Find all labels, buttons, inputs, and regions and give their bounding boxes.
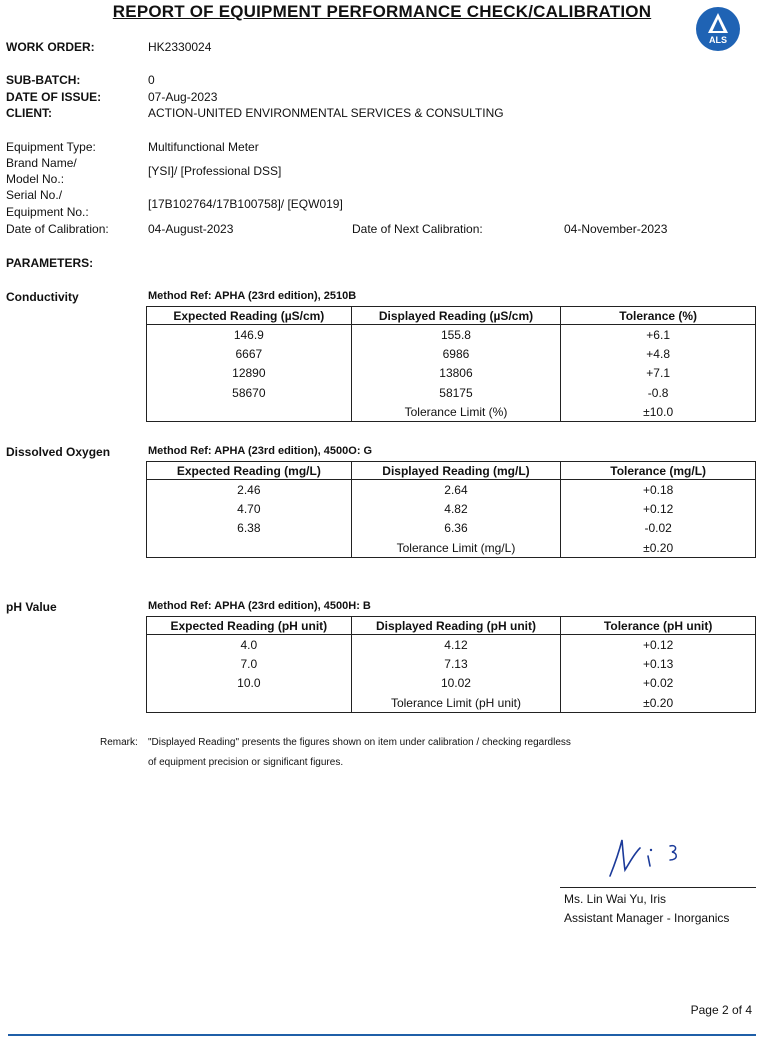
calibration-date-value: 04-August-2023: [148, 222, 234, 236]
logo-text: ALS: [709, 35, 727, 45]
conductivity-header-tolerance: Tolerance (%): [561, 307, 756, 325]
tolerance-limit-value: ±0.20: [561, 538, 756, 558]
signature-icon: [600, 826, 700, 882]
expected-cell: 2.46: [237, 482, 261, 497]
do-header-expected: Expected Reading (mg/L): [147, 462, 352, 480]
displayed-cell: 6986: [351, 344, 561, 363]
date-of-issue-label: DATE OF ISSUE:: [6, 90, 102, 104]
table-row: [147, 674, 756, 693]
displayed-cell: 155.8: [351, 325, 561, 345]
signature-line: [560, 887, 756, 888]
remark-label: Remark:: [100, 737, 138, 748]
displayed-cell: 4.82: [351, 499, 561, 518]
sub-batch-value: 0: [148, 73, 155, 87]
ph-header-tolerance: Tolerance (pH unit): [561, 617, 756, 635]
displayed-cell: 6.36: [351, 519, 561, 538]
equipment-type-value: Multifunctional Meter: [148, 140, 259, 154]
work-order-value: HK2330024: [148, 40, 212, 54]
brand-label-line2: Model No.:: [6, 172, 65, 186]
empty-cell: [147, 402, 352, 422]
table-row: [147, 364, 756, 383]
table-row: [147, 519, 756, 538]
expected-cell: 6.38: [237, 521, 261, 536]
tolerance-cell: +0.13: [561, 654, 756, 673]
serial-value: [17B102764/17B100758]/ [EQW019]: [148, 197, 343, 211]
als-logo-icon: [695, 6, 741, 52]
conductivity-table: [146, 306, 756, 422]
table-row: [147, 344, 756, 363]
expected-cell: 58670: [232, 385, 266, 400]
report-title: REPORT OF EQUIPMENT PERFORMANCE CHECK/CALIBRATION: [112, 2, 652, 21]
tolerance-limit-value: ±10.0: [561, 402, 756, 422]
displayed-cell: 58175: [351, 383, 561, 402]
remark-line-1: "Displayed Reading" presents the figures shown on item under calibration / checking regardless: [148, 737, 571, 748]
dissolved-oxygen-table: [146, 461, 756, 558]
work-order-label: WORK ORDER:: [6, 40, 95, 54]
displayed-cell: 10.02: [351, 674, 561, 693]
displayed-cell: 4.12: [351, 635, 561, 655]
next-calibration-label: Date of Next Calibration:: [352, 222, 483, 236]
page-number: Page 2 of 4: [690, 1003, 752, 1017]
conductivity-method: Method Ref: APHA (23rd edition), 2510B: [148, 290, 357, 302]
conductivity-heading: Conductivity: [6, 290, 79, 304]
tolerance-limit-label: Tolerance Limit (pH unit): [351, 693, 561, 713]
handwritten-signature: [600, 826, 700, 882]
serial-label-line1: Serial No./: [6, 188, 63, 202]
tolerance-cell: +4.8: [561, 344, 756, 363]
expected-cell: 146.9: [233, 327, 264, 342]
ph-heading: pH Value: [6, 600, 57, 614]
footer-rule: [8, 1034, 756, 1036]
tolerance-limit-label: Tolerance Limit (%): [351, 402, 561, 422]
displayed-cell: 7.13: [351, 654, 561, 673]
signatory-role: Assistant Manager - Inorganics: [564, 911, 730, 925]
ph-method: Method Ref: APHA (23rd edition), 4500H: B: [148, 600, 371, 612]
conductivity-header-expected: Expected Reading (µS/cm): [147, 307, 352, 325]
tolerance-cell: +7.1: [561, 364, 756, 383]
brand-label-line1: Brand Name/: [6, 156, 77, 170]
tolerance-cell: -0.02: [561, 519, 756, 538]
brand-model-value: [YSI]/ [Professional DSS]: [148, 164, 282, 178]
expected-cell: 4.0: [240, 637, 258, 652]
client-value: ACTION-UNITED ENVIRONMENTAL SERVICES & CONSULTING: [148, 106, 504, 120]
tolerance-cell: +0.12: [561, 499, 756, 518]
table-row: [147, 654, 756, 673]
sub-batch-label: SUB-BATCH:: [6, 73, 81, 87]
expected-cell: 6667: [235, 346, 263, 361]
serial-label-line2: Equipment No.:: [6, 205, 89, 219]
client-label: CLIENT:: [6, 106, 52, 120]
table-row: [147, 325, 756, 345]
table-row: [147, 538, 756, 558]
table-row: [147, 635, 756, 655]
displayed-cell: 13806: [351, 364, 561, 383]
table-row: [147, 499, 756, 518]
conductivity-header-displayed: Displayed Reading (µS/cm): [351, 307, 561, 325]
ph-header-expected: Expected Reading (pH unit): [147, 617, 352, 635]
table-row: [147, 480, 756, 500]
tolerance-cell: +0.02: [561, 674, 756, 693]
date-of-issue-value: 07-Aug-2023: [148, 90, 218, 104]
empty-cell: [147, 693, 352, 713]
expected-cell: 10.0: [237, 676, 261, 691]
tolerance-cell: +0.12: [561, 635, 756, 655]
empty-cell: [147, 538, 352, 558]
parameters-heading: PARAMETERS:: [6, 256, 94, 270]
calibration-date-label: Date of Calibration:: [6, 222, 109, 236]
tolerance-limit-label: Tolerance Limit (mg/L): [351, 538, 561, 558]
tolerance-cell: +0.18: [561, 480, 756, 500]
tolerance-cell: +6.1: [561, 325, 756, 345]
do-header-displayed: Displayed Reading (mg/L): [351, 462, 561, 480]
tolerance-limit-value: ±0.20: [561, 693, 756, 713]
displayed-cell: 2.64: [351, 480, 561, 500]
ph-header-displayed: Displayed Reading (pH unit): [351, 617, 561, 635]
equipment-type-label: Equipment Type:: [6, 140, 96, 154]
tolerance-cell: -0.8: [561, 383, 756, 402]
next-calibration-value: 04-November-2023: [564, 222, 668, 236]
ph-table: [146, 616, 756, 713]
expected-cell: 12890: [232, 366, 266, 381]
expected-cell: 4.70: [237, 501, 261, 516]
remark-line-2: of equipment precision or significant figures.: [148, 757, 344, 768]
als-logo: [695, 6, 741, 52]
table-row: [147, 693, 756, 713]
do-header-tolerance: Tolerance (mg/L): [561, 462, 756, 480]
table-row: [147, 383, 756, 402]
expected-cell: 7.0: [240, 656, 258, 671]
dissolved-oxygen-heading: Dissolved Oxygen: [6, 445, 111, 459]
dissolved-oxygen-method: Method Ref: APHA (23rd edition), 4500O: G: [148, 445, 373, 457]
table-row: [147, 402, 756, 422]
signatory-name: Ms. Lin Wai Yu, Iris: [564, 892, 667, 906]
